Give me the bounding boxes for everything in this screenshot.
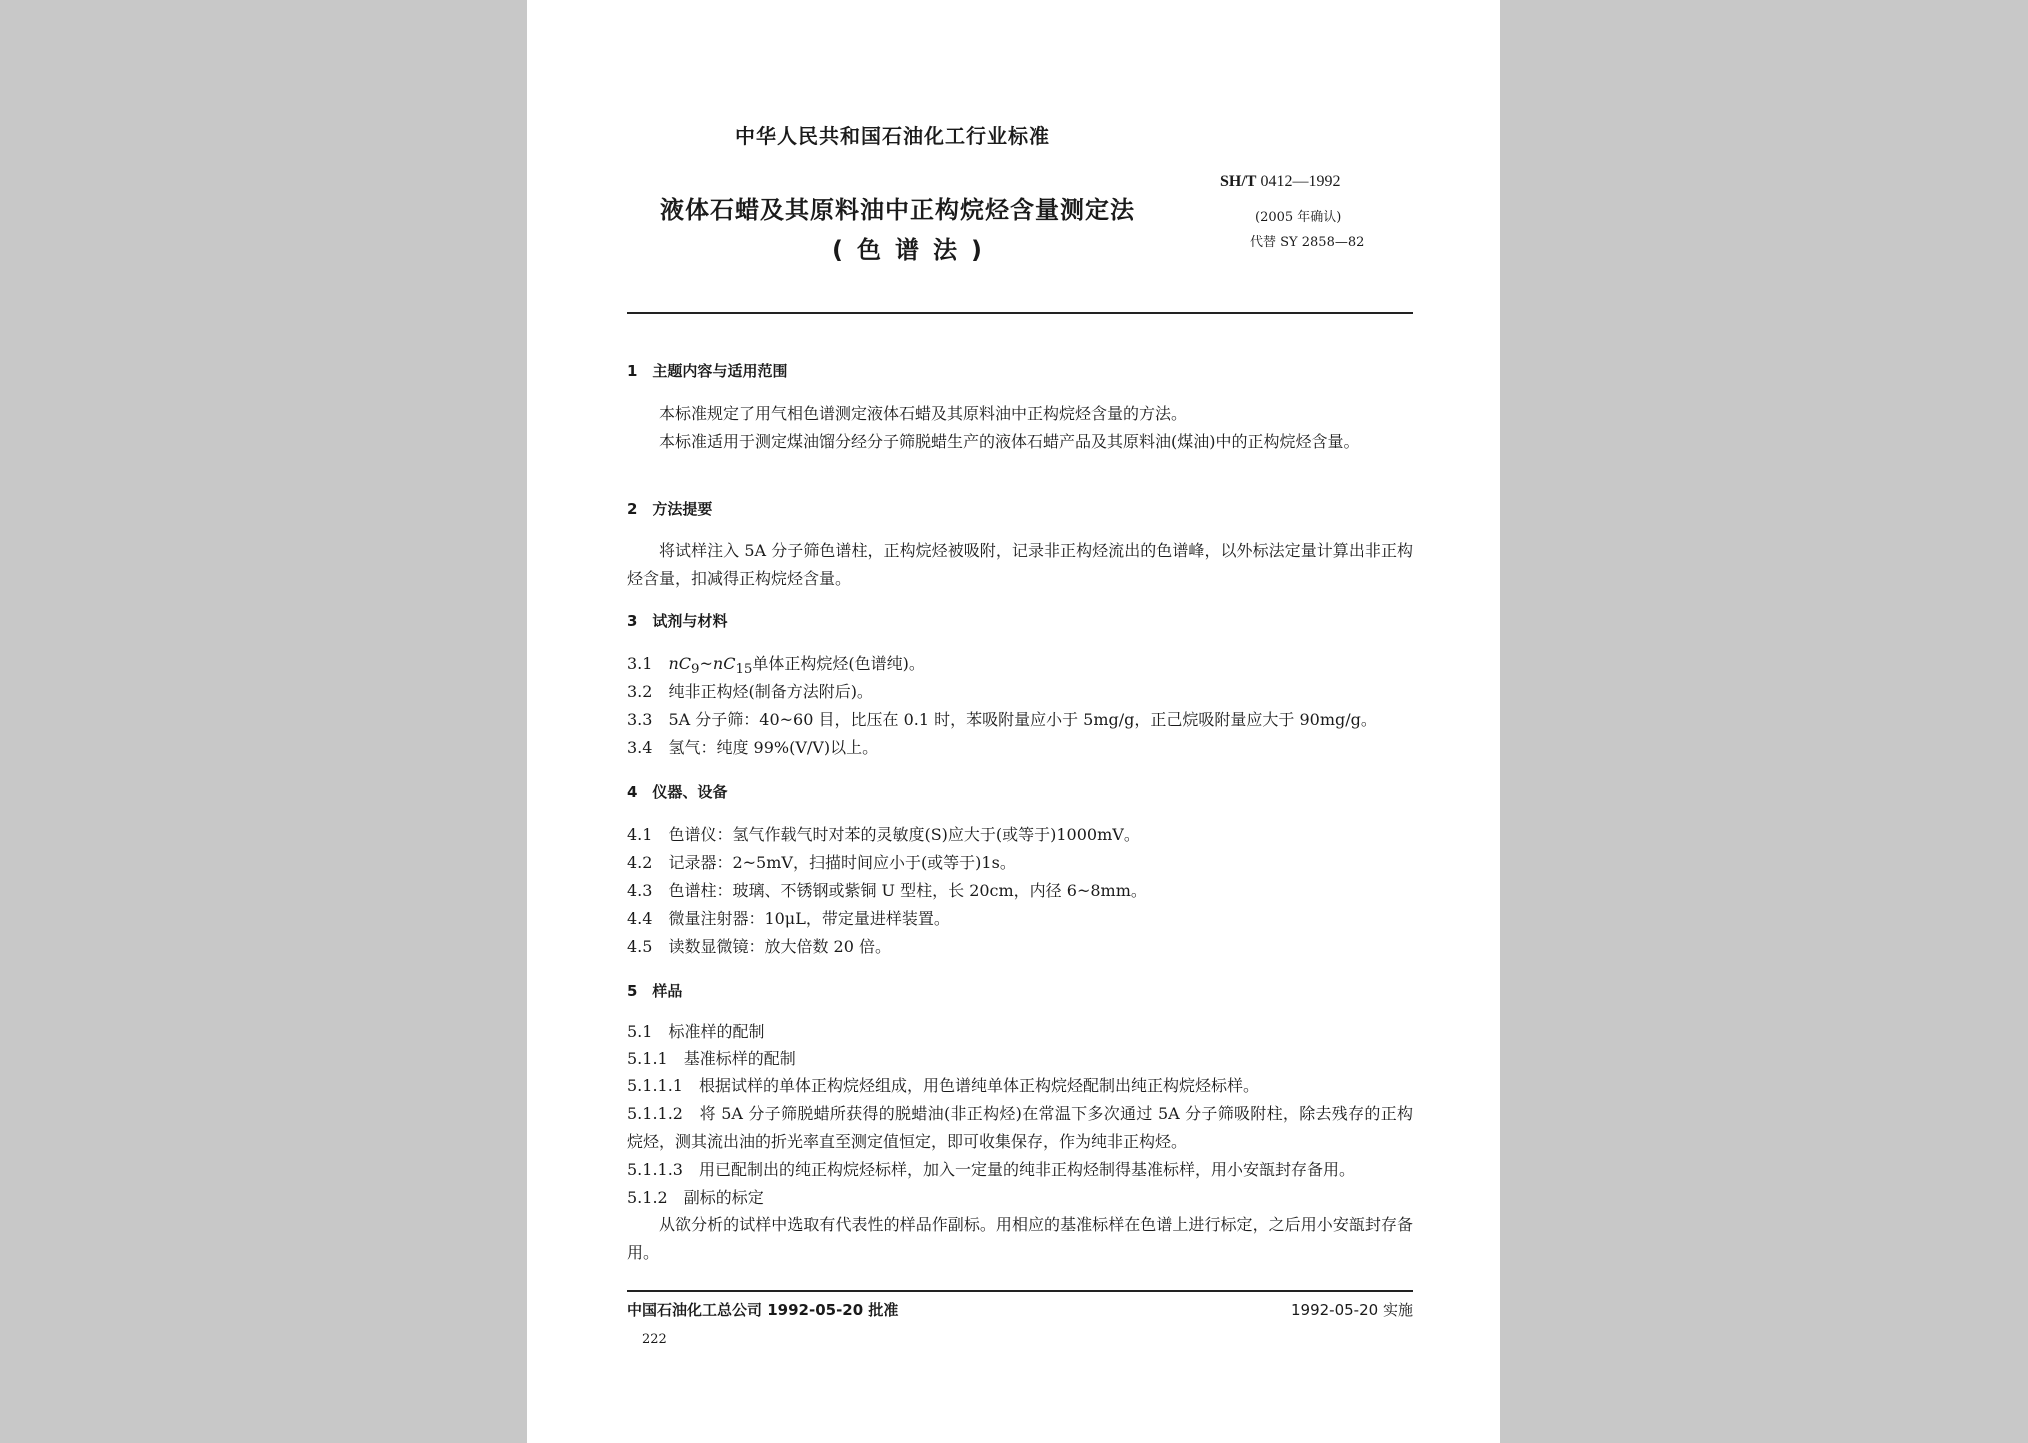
document-title: 液体石蜡及其原料油中正构烷烃含量测定法: [660, 196, 1135, 224]
item-3-1-text: 单体正构烷烃(色谱纯)。: [752, 654, 925, 673]
section-2-paragraph-1: 将试样注入 5A 分子筛色谱柱，正构烷烃被吸附，记录非正构烃流出的色谱峰，以外标法定量计算出非正构烃含量，扣减得正构烷烃含量。: [627, 541, 1413, 588]
item-5-1-1-2: 5.1.1.2 将 5A 分子筛脱蜡所获得的脱蜡油(非正构烃)在常温下多次通过 5A 分子筛吸附柱，除去残存的正构烷烃，测其流出油的折光率直至测定值恒定，即可收集保存，作为纯非正构烃。: [627, 1104, 1413, 1151]
item-3-3: 3.3 5A 分子筛：40~60 目，比压在 0.1 时，苯吸附量应小于 5mg/g，正己烷吸附量应大于 90mg/g。: [627, 710, 1377, 729]
item-5-1-1-1: 5.1.1.1 根据试样的单体正构烷烃组成，用色谱纯单体正构烷烃配制出纯正构烷烃标样。: [627, 1076, 1259, 1095]
item-3-4: 3.4 氢气：纯度 99%(V/V)以上。: [627, 738, 879, 757]
section-4-heading: 4 仪器、设备: [627, 783, 728, 801]
item-5-1-2-paragraph: 从欲分析的试样中选取有代表性的样品作副标。用相应的基准标样在色谱上进行标定，之后用小安瓿封存备用。: [627, 1215, 1413, 1262]
formula-subscript-15: 15: [735, 662, 753, 678]
code-number: 0412—1992: [1256, 173, 1341, 190]
formula-nc9-prefix: nC: [668, 654, 692, 673]
code-prefix: SH/T: [1220, 173, 1257, 190]
footer-divider: [627, 1290, 1413, 1292]
document-subtitle: (色谱法): [832, 236, 996, 264]
header-divider: [627, 312, 1413, 314]
item-3-2: 3.2 纯非正构烃(制备方法附后)。: [627, 682, 873, 701]
section-3-heading: 3 试剂与材料: [627, 612, 728, 630]
item-4-4: 4.4 微量注射器：10μL，带定量进样装置。: [627, 909, 950, 928]
standard-type: 中华人民共和国石油化工行业标准: [735, 124, 1050, 148]
formula-subscript-9: 9: [691, 662, 700, 678]
section-1-paragraph-1: 本标准规定了用气相色谱测定液体石蜡及其原料油中正构烷烃含量的方法。: [659, 404, 1188, 423]
section-1-heading: 1 主题内容与适用范围: [627, 362, 788, 380]
page-number: 222: [642, 1332, 667, 1347]
item-5-1-2: 5.1.2 副标的标定: [627, 1188, 764, 1207]
item-5-1-1: 5.1.1 基准标样的配制: [627, 1049, 796, 1068]
item-4-3: 4.3 色谱柱：玻璃、不锈钢或紫铜 U 型柱，长 20cm，内径 6~8mm。: [627, 881, 1147, 900]
standard-code: [1220, 173, 1340, 191]
item-4-2: 4.2 记录器：2~5mV，扫描时间应小于(或等于)1s。: [627, 853, 1016, 872]
approval-note: 中国石油化工总公司 1992-05-20 批准: [627, 1301, 899, 1319]
item-5-1-1-3: 5.1.1.3 用已配制出的纯正构烷烃标样，加入一定量的纯非正构烃制得基准标样，用小安瓿封存备用。: [627, 1160, 1355, 1179]
document-page: [527, 0, 1500, 1443]
item-4-1: 4.1 色谱仪：氢气作载气时对苯的灵敏度(S)应大于(或等于)1000mV。: [627, 825, 1140, 844]
replaces-note: 代替 SY 2858—82: [1250, 235, 1365, 250]
effective-date: 1992-05-20 实施: [1291, 1301, 1413, 1319]
formula-nc15-prefix: ~nC: [699, 654, 736, 673]
item-3-1-number: 3.1: [627, 654, 653, 673]
item-4-5: 4.5 读数显微镜：放大倍数 20 倍。: [627, 937, 891, 956]
section-2-heading: 2 方法提要: [627, 500, 713, 518]
section-1-paragraph-2: 本标准适用于测定煤油馏分经分子筛脱蜡生产的液体石蜡产品及其原料油(煤油)中的正构烷烃含量。: [659, 432, 1360, 451]
section-5-heading: 5 样品: [627, 982, 683, 1000]
item-5-1: 5.1 标准样的配制: [627, 1022, 765, 1041]
confirmation-note: (2005 年确认): [1255, 210, 1342, 225]
